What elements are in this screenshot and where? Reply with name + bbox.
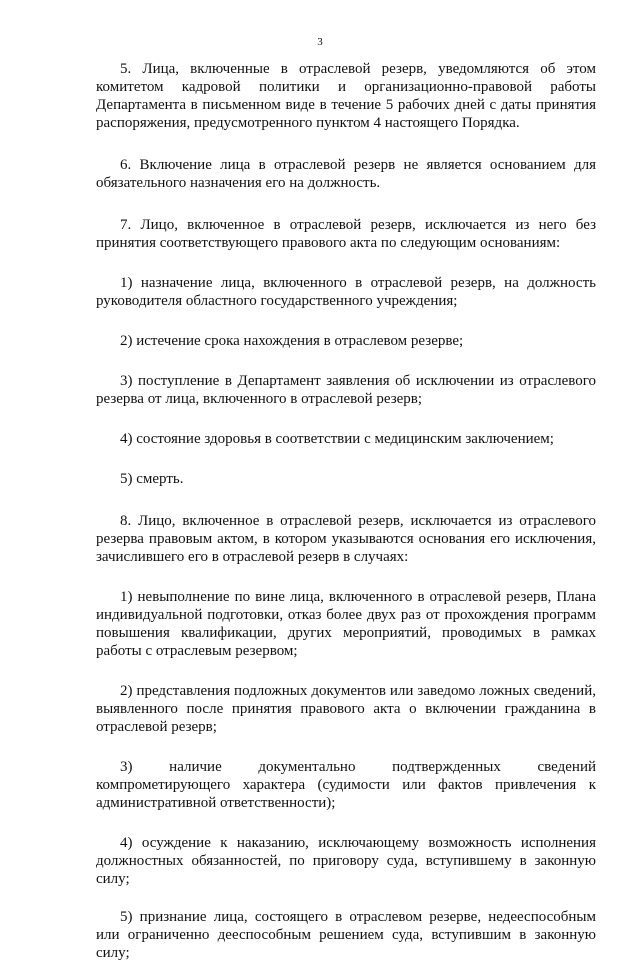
paragraph-8-item-1: 1) невыполнение по вине лица, включенного в отраслевой резерв, Плана индивидуальной подготовки, отказ более двух раз от прохождения программ повышения квалификации, других мероприятий, проводимых в рамках работы с отраслевым резервом; <box>96 589 596 659</box>
paragraph-8-item-4: 4) осуждение к наказанию, исключающему возможность исполнения должностных обязанностей, по приговору суда, вступившему в законную силу; <box>96 835 596 887</box>
paragraph-7-item-2: 2) истечение срока нахождения в отраслевом резерве; <box>120 333 464 349</box>
paragraph-7-item-1: 1) назначение лица, включенного в отраслевой резерв, на должность руководителя областного государственного учреждения; <box>96 275 596 309</box>
paragraph-7-item-5: 5) смерть. <box>120 471 184 487</box>
paragraph-7: 7. Лицо, включенное в отраслевой резерв, исключается из него без принятия соответствующего правового акта по следующим основаниям: <box>96 217 596 251</box>
paragraph-7-item-4: 4) состояние здоровья в соответствии с медицинским заключением; <box>120 431 554 447</box>
paragraph-5: 5. Лица, включенные в отраслевой резерв, уведомляются об этом комитетом кадровой политики и организационно-правовой работы Департамента в письменном виде в течение 5 рабочих дней с даты принятия распоряжения, предусмотренного пунктом 4 настоящего Порядка. <box>96 61 596 131</box>
paragraph-8-item-5: 5) признание лица, состоящего в отраслевом резерве, недееспособным или ограниченно дееспособным решением суда, вступившим в законную силу; <box>96 909 596 961</box>
paragraph-8-item-3: 3) наличие документально подтвержденных сведений компрометирующего характера (судимости или фактов привлечения к административной ответственности); <box>96 759 596 811</box>
document-body <box>96 60 596 962</box>
paragraph-7-item-3: 3) поступление в Департамент заявления об исключении из отраслевого резерва от лица, включенного в отраслевой резерв; <box>96 373 596 407</box>
paragraph-8-item-2: 2) представления подложных документов или заведомо ложных сведений, выявленного после принятия правового акта о включении гражданина в отраслевой резерв; <box>96 683 596 735</box>
paragraph-8: 8. Лицо, включенное в отраслевой резерв, исключается из отраслевого резерва правовым актом, в котором указываются основания его исключения, зачислившего его в отраслевой резерв в случаях: <box>96 513 596 565</box>
paragraph-6: 6. Включение лица в отраслевой резерв не является основанием для обязательного назначения его на должность. <box>96 157 596 191</box>
page-number: 3 <box>317 36 323 48</box>
